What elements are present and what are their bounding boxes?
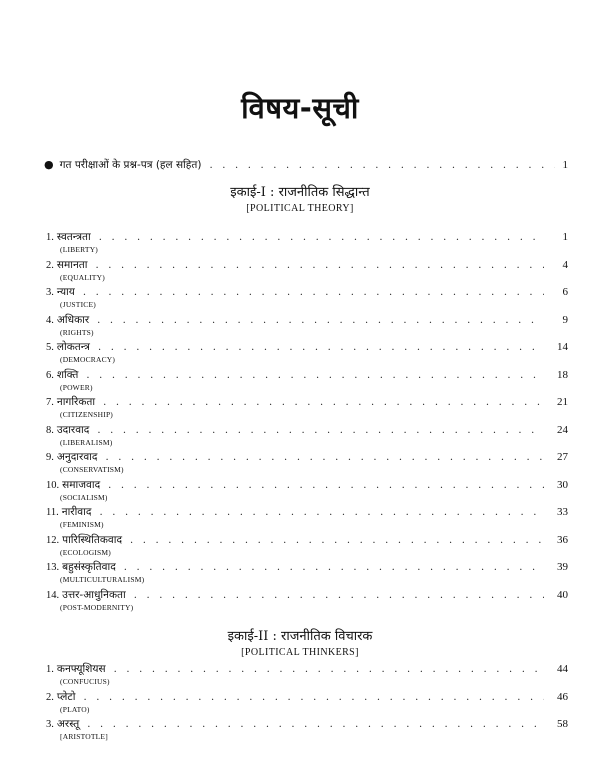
dot-leader (105, 452, 544, 463)
entry-title-hindi: उदारवाद (56, 423, 90, 436)
entry-title-english: (MULTICULTURALISM) (60, 575, 145, 584)
previous-papers-label: गत परीक्षाओं के प्रश्न-पत्र (हल सहित) (59, 159, 202, 171)
entry-title-hindi: अनुदारवाद (56, 451, 98, 463)
page-number: 36 (557, 533, 568, 546)
entry-number: 4. (46, 314, 54, 326)
page-number: 33 (557, 506, 568, 518)
entry-title-english: (CITIZENSHIP) (60, 410, 114, 419)
entry-number: 13. (46, 562, 60, 573)
toc-entry-line (46, 662, 568, 677)
page-number: 40 (557, 588, 568, 601)
toc-entry-line (46, 230, 568, 245)
entry-number: 3. (46, 719, 54, 730)
entry-title-english: [ARISTOTLE] (60, 732, 108, 741)
toc-entry-line (46, 505, 568, 520)
entry-title-hindi: शक्ति (56, 368, 79, 381)
entry-title-hindi: बहुसंस्कृतिवाद (62, 561, 116, 573)
entry-number: 8. (46, 424, 54, 436)
toc-entry[interactable] (46, 313, 568, 341)
dot-leader (97, 315, 544, 326)
entry-number: 11. (46, 507, 59, 518)
dot-leader (97, 425, 544, 436)
unit-2-heading: इकाई-II : राजनीतिक विचारक (227, 629, 373, 644)
entry-title-hindi: अधिकार (56, 313, 90, 326)
entry-title-hindi: समाजवाद (62, 478, 101, 491)
entry-title-english: (RIGHTS) (60, 327, 94, 337)
dot-leader (99, 507, 544, 518)
entry-title-english: (CONFUCIUS) (60, 677, 110, 686)
entry-number: 14. (46, 589, 60, 601)
toc-entry[interactable] (46, 533, 568, 561)
bullet-icon: ● (44, 158, 54, 171)
page-number: 21 (557, 396, 568, 408)
page-number: 39 (557, 561, 568, 573)
toc-entry[interactable] (46, 560, 568, 588)
unit-1-heading-block (0, 182, 600, 214)
entry-number: 12. (46, 534, 60, 546)
entry-title-hindi: उत्तर-आधुनिकता (62, 588, 126, 601)
entry-title-hindi: न्याय (56, 286, 75, 298)
entry-title-english: (JUSTICE) (60, 300, 96, 309)
dot-leader (96, 260, 544, 271)
dot-leader (99, 232, 544, 243)
entry-number: 7. (46, 397, 54, 408)
toc-entry[interactable] (46, 423, 568, 451)
page-number: 46 (557, 690, 568, 703)
toc-entry-line (46, 423, 568, 438)
page-number: 6 (562, 286, 568, 298)
toc-entry[interactable] (46, 368, 568, 396)
entry-title-english: (POST-MODERNITY) (60, 602, 134, 612)
toc-entry[interactable] (46, 230, 568, 258)
entry-title-hindi: अरस्तू (56, 718, 80, 730)
toc-entry[interactable] (46, 505, 568, 533)
toc-entry[interactable] (46, 690, 568, 718)
entry-title-hindi: समानता (56, 258, 88, 271)
unit-1-subheading: [POLITICAL THEORY] (246, 203, 354, 214)
entry-title-english: (POWER) (60, 382, 93, 392)
entry-title-english: (ECOLOGISM) (60, 547, 111, 557)
dot-leader (108, 480, 544, 491)
toc-entry[interactable] (46, 717, 568, 745)
entry-number: 2. (46, 259, 54, 271)
toc-entry-line (46, 478, 568, 493)
toc-entry-line (46, 533, 568, 548)
entry-title-english: (SOCIALISM) (60, 492, 108, 502)
toc-entry[interactable] (46, 340, 568, 368)
entry-title-english: (EQUALITY) (60, 272, 105, 282)
entry-title-english: (LIBERTY) (60, 245, 99, 254)
toc-entry-line (46, 690, 568, 705)
entry-number: 9. (46, 452, 54, 463)
dot-leader (103, 397, 544, 408)
unit-2-entries (46, 662, 568, 745)
entry-title-english: (DEMOCRACY) (60, 355, 116, 364)
entry-number: 2. (46, 691, 54, 703)
toc-entry[interactable] (46, 588, 568, 616)
toc-entry-line (46, 285, 568, 300)
dot-leader (124, 562, 544, 573)
page-number: 24 (557, 423, 568, 436)
toc-entry[interactable] (46, 450, 568, 478)
entry-number: 6. (46, 369, 54, 381)
page-title: विषय-सूची (241, 91, 359, 125)
entry-title-english: (FEMINISM) (60, 520, 104, 529)
page-number: 9 (562, 313, 568, 326)
entry-number: 10. (46, 479, 60, 491)
entry-title-hindi: स्वतन्त्रता (56, 231, 91, 243)
toc-entry-line (46, 340, 568, 355)
page-number: 14 (557, 341, 568, 353)
entry-title-english: (PLATO) (60, 704, 90, 714)
page-number: 18 (557, 368, 568, 381)
toc-entry-line (46, 560, 568, 575)
page-number: 1 (562, 159, 568, 171)
toc-entry[interactable] (46, 285, 568, 313)
toc-entry-line (46, 313, 568, 328)
entry-title-english: (LIBERALISM) (60, 437, 113, 447)
page-number: 44 (557, 663, 568, 675)
page-number: 30 (557, 478, 568, 491)
dot-leader (209, 160, 554, 171)
dot-leader (98, 342, 544, 353)
dot-leader (130, 535, 544, 546)
page-number: 4 (562, 258, 568, 271)
entry-number: 5. (46, 342, 54, 353)
toc-entry-line (46, 368, 568, 383)
toc-entry-line (46, 717, 568, 732)
toc-entry-line (46, 588, 568, 603)
dot-leader (86, 370, 544, 381)
toc-entry-line (46, 258, 568, 273)
entry-title-hindi: पारिस्थितिकवाद (62, 533, 123, 546)
dot-leader (87, 719, 544, 730)
dot-leader (114, 664, 544, 675)
page-number: 58 (557, 718, 568, 730)
toc-entry-line (46, 395, 568, 410)
dot-leader (83, 692, 544, 703)
toc-entry[interactable] (46, 395, 568, 423)
toc-entry[interactable] (46, 478, 568, 506)
dot-leader (83, 287, 544, 298)
entry-title-hindi: कनफ्यूशियस (56, 663, 106, 675)
page-number: 27 (557, 451, 568, 463)
dot-leader (134, 590, 544, 601)
entry-title-hindi: लोकतन्त्र (56, 341, 90, 353)
entry-title-hindi: नारीवाद (61, 506, 92, 518)
entry-title-hindi: नागरिकता (56, 396, 96, 408)
previous-papers-entry[interactable] (44, 158, 568, 176)
unit-1-entries (46, 230, 568, 615)
toc-entry-line (46, 450, 568, 465)
page-number: 1 (562, 231, 568, 243)
entry-number: 1. (46, 232, 54, 243)
unit-2-subheading: [POLITICAL THINKERS] (241, 647, 359, 658)
toc-entry[interactable] (46, 662, 568, 690)
entry-title-english: (CONSERVATISM) (60, 465, 124, 474)
entry-number: 3. (46, 287, 54, 298)
toc-entry[interactable] (46, 258, 568, 286)
entry-number: 1. (46, 664, 54, 675)
unit-1-heading: इकाई-I : राजनीतिक सिद्धान्त (230, 185, 370, 200)
unit-2-heading-block (0, 626, 600, 658)
entry-title-hindi: प्लेटो (56, 690, 76, 703)
